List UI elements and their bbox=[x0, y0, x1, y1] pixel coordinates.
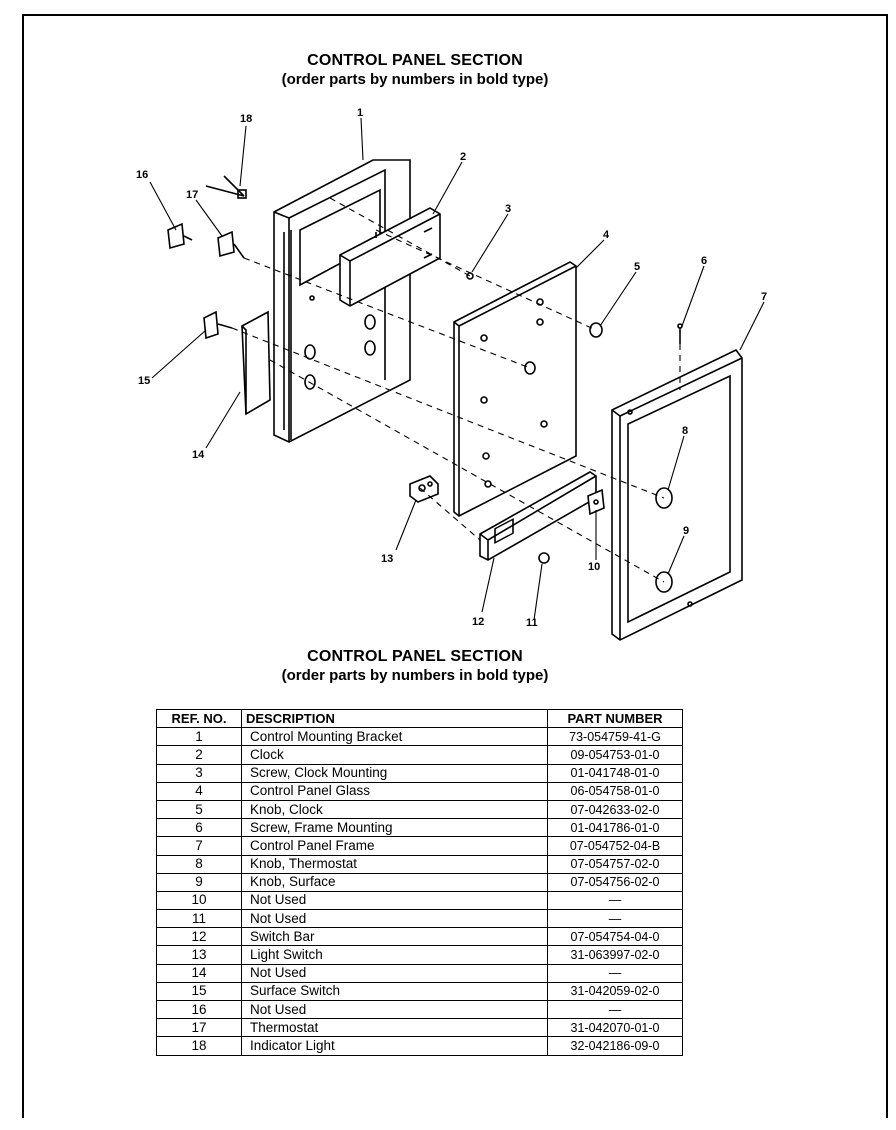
clock-screw bbox=[467, 273, 473, 279]
callout-11: 11 bbox=[526, 617, 538, 629]
light-switch bbox=[410, 476, 438, 502]
description-cell: Screw, Frame Mounting bbox=[242, 819, 548, 837]
callout-12: 12 bbox=[472, 616, 485, 628]
table-title: CONTROL PANEL SECTION bbox=[307, 648, 523, 665]
part-number-cell: 09-054753-01-0 bbox=[548, 746, 683, 764]
table-row bbox=[157, 819, 683, 837]
ref-no-cell: 17 bbox=[157, 1019, 242, 1037]
callout-4: 4 bbox=[603, 229, 610, 241]
callout-15: 15 bbox=[138, 375, 151, 387]
callout-8: 8 bbox=[682, 425, 689, 437]
callout-2: 2 bbox=[460, 151, 467, 163]
part-number-cell: — bbox=[548, 964, 683, 982]
table-row bbox=[157, 746, 683, 764]
ref-no-cell: 7 bbox=[157, 837, 242, 855]
description-cell: Knob, Thermostat bbox=[242, 855, 548, 873]
part-number-cell: 07-054756-02-0 bbox=[548, 873, 683, 891]
part-number-cell: 06-054758-01-0 bbox=[548, 782, 683, 800]
part-number-cell: 31-042059-02-0 bbox=[548, 982, 683, 1000]
description-cell: Knob, Surface bbox=[242, 873, 548, 891]
ref-no-cell: 10 bbox=[157, 891, 242, 909]
description-cell: Indicator Light bbox=[242, 1037, 548, 1055]
header-ref-no: REF. NO. bbox=[157, 710, 242, 728]
control-panel-frame bbox=[612, 350, 742, 640]
diagram-title: CONTROL PANEL SECTION bbox=[307, 52, 523, 69]
table-row bbox=[157, 837, 683, 855]
header-description: DESCRIPTION bbox=[242, 710, 548, 728]
ref-no-cell: 8 bbox=[157, 855, 242, 873]
part-number-cell: — bbox=[548, 891, 683, 909]
part-number-cell: 01-041786-01-0 bbox=[548, 819, 683, 837]
table-header-row bbox=[157, 710, 683, 728]
table-row bbox=[157, 1001, 683, 1019]
table-subtitle: (order parts by numbers in bold type) bbox=[281, 667, 549, 684]
control-panel-glass bbox=[454, 262, 576, 516]
table-row bbox=[157, 910, 683, 928]
ref-no-cell: 3 bbox=[157, 764, 242, 782]
callout-13: 13 bbox=[381, 553, 394, 565]
part-number-cell: 07-054757-02-0 bbox=[548, 855, 683, 873]
part-number-cell: 31-063997-02-0 bbox=[548, 946, 683, 964]
ref-no-cell: 16 bbox=[157, 1001, 242, 1019]
ref-no-cell: 6 bbox=[157, 819, 242, 837]
description-cell: Surface Switch bbox=[242, 982, 548, 1000]
ref-no-cell: 9 bbox=[157, 873, 242, 891]
part-number-cell: 01-041748-01-0 bbox=[548, 764, 683, 782]
ref-no-cell: 12 bbox=[157, 928, 242, 946]
part-number-cell: — bbox=[548, 1001, 683, 1019]
callout-3: 3 bbox=[505, 203, 512, 215]
part-number-cell: 07-054754-04-0 bbox=[548, 928, 683, 946]
description-cell: Switch Bar bbox=[242, 928, 548, 946]
description-cell: Thermostat bbox=[242, 1019, 548, 1037]
table-row bbox=[157, 891, 683, 909]
table-row bbox=[157, 800, 683, 818]
indicator-light bbox=[206, 176, 246, 198]
callout-1: 1 bbox=[357, 107, 364, 119]
description-cell: Knob, Clock bbox=[242, 800, 548, 818]
surface-switch bbox=[204, 312, 232, 338]
callout-5: 5 bbox=[634, 261, 641, 273]
callout-14: 14 bbox=[192, 449, 205, 461]
part-number-cell: — bbox=[548, 910, 683, 928]
callout-6: 6 bbox=[701, 255, 708, 267]
parts-table-body bbox=[157, 728, 683, 1055]
description-cell: Not Used bbox=[242, 964, 548, 982]
description-cell: Screw, Clock Mounting bbox=[242, 764, 548, 782]
diagram-subtitle: (order parts by numbers in bold type) bbox=[281, 71, 549, 88]
header-part-number: PART NUMBER bbox=[548, 710, 683, 728]
ref-no-cell: 5 bbox=[157, 800, 242, 818]
table-row bbox=[157, 982, 683, 1000]
part-number-cell: 32-042186-09-0 bbox=[548, 1037, 683, 1055]
ref-no-cell: 1 bbox=[157, 728, 242, 746]
ref-no-cell: 18 bbox=[157, 1037, 242, 1055]
description-cell: Control Panel Glass bbox=[242, 782, 548, 800]
table-row bbox=[157, 1019, 683, 1037]
part-number-cell: 73-054759-41-G bbox=[548, 728, 683, 746]
ref-no-cell: 15 bbox=[157, 982, 242, 1000]
table-row bbox=[157, 873, 683, 891]
callout-16: 16 bbox=[136, 169, 149, 181]
description-cell: Not Used bbox=[242, 910, 548, 928]
callout-7: 7 bbox=[761, 291, 768, 303]
callout-18: 18 bbox=[240, 113, 253, 125]
panel-strip bbox=[242, 312, 270, 414]
screw-11 bbox=[539, 553, 549, 563]
ref-no-cell: 4 bbox=[157, 782, 242, 800]
callout-10: 10 bbox=[588, 561, 601, 573]
part-16-switch bbox=[168, 224, 192, 248]
description-cell: Not Used bbox=[242, 891, 548, 909]
part-number-cell: 07-054752-04-B bbox=[548, 837, 683, 855]
description-cell: Control Panel Frame bbox=[242, 837, 548, 855]
part-number-cell: 31-042070-01-0 bbox=[548, 1019, 683, 1037]
table-row bbox=[157, 1037, 683, 1055]
description-cell: Not Used bbox=[242, 1001, 548, 1019]
table-row bbox=[157, 728, 683, 746]
description-cell: Light Switch bbox=[242, 946, 548, 964]
parts-table bbox=[156, 709, 683, 1056]
table-row bbox=[157, 855, 683, 873]
table-row bbox=[157, 964, 683, 982]
callout-9: 9 bbox=[683, 525, 690, 537]
table-row bbox=[157, 946, 683, 964]
callout-17: 17 bbox=[186, 189, 199, 201]
ref-no-cell: 13 bbox=[157, 946, 242, 964]
ref-no-cell: 2 bbox=[157, 746, 242, 764]
description-cell: Control Mounting Bracket bbox=[242, 728, 548, 746]
description-cell: Clock bbox=[242, 746, 548, 764]
frame-screw bbox=[678, 324, 682, 344]
table-row bbox=[157, 928, 683, 946]
table-row bbox=[157, 764, 683, 782]
part-number-cell: 07-042633-02-0 bbox=[548, 800, 683, 818]
ref-no-cell: 14 bbox=[157, 964, 242, 982]
ref-no-cell: 11 bbox=[157, 910, 242, 928]
table-row bbox=[157, 782, 683, 800]
